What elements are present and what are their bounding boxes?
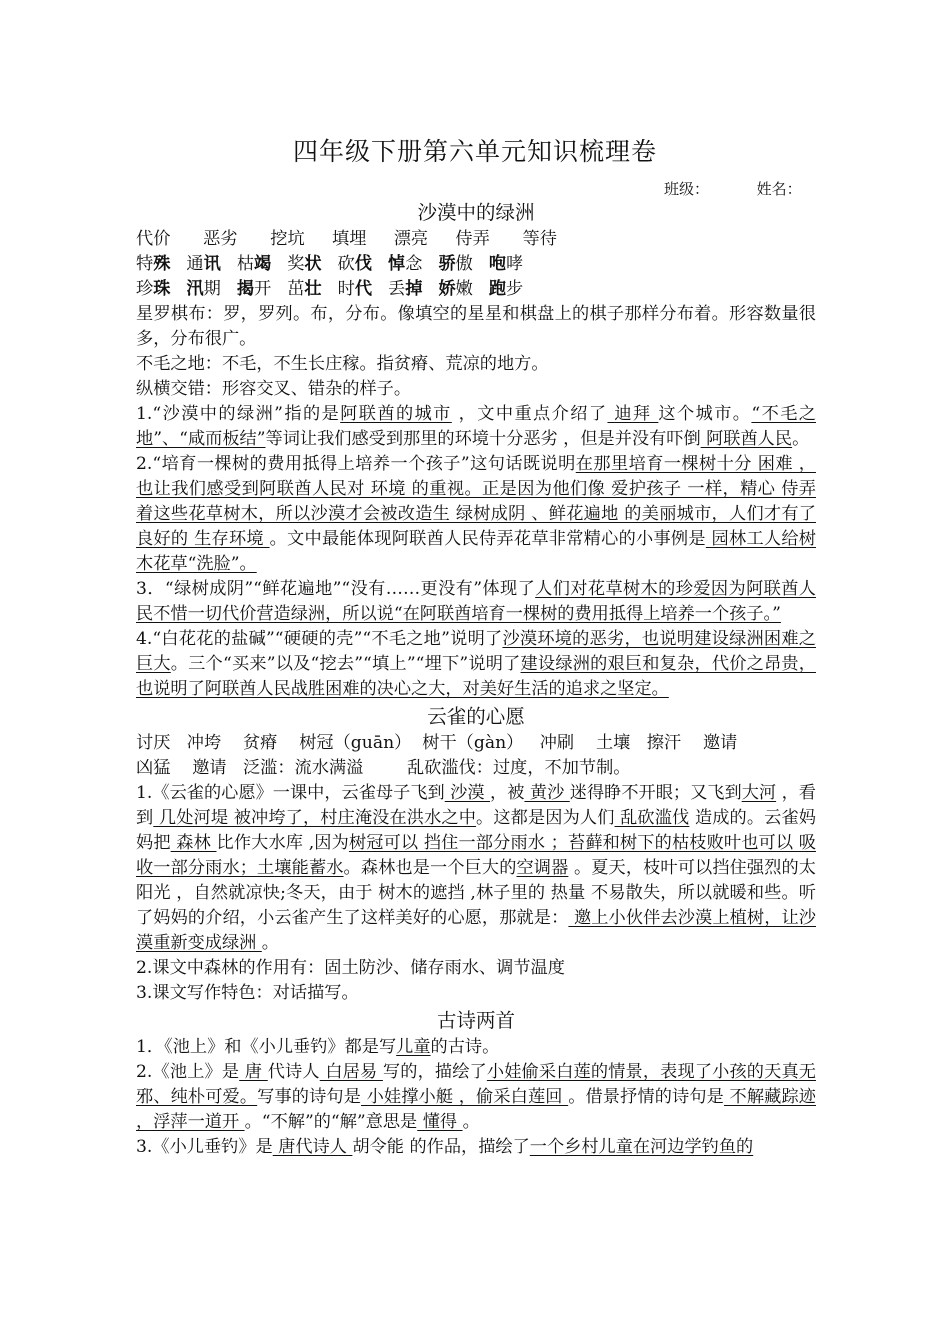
char-pair-bold: 状 <box>304 254 322 274</box>
q4-answer-a: 沙漠环境的恶劣，也说明建设绿洲困难之巨大 <box>136 629 816 674</box>
worksheet-content <box>136 198 816 1160</box>
char-pair-plain: 时 <box>337 279 355 299</box>
char-pair-bold: 跑 <box>488 279 507 299</box>
poem-q1-text: 的古诗。 <box>430 1037 500 1057</box>
char-pair-plain: 步 <box>506 279 524 299</box>
poem-q2-answer: 懂得 <box>417 1112 463 1132</box>
poem-q2-text: 。借景抒情的诗句是 <box>568 1087 724 1107</box>
poem-q2-text: 2.《池上》是 <box>136 1062 240 1082</box>
char-pair-plain: 珍 <box>136 279 154 299</box>
char-pair-word <box>489 254 523 274</box>
section-title-lark-wish: 云雀的心愿 <box>427 705 525 728</box>
char-pair-bold: 掉 <box>405 279 423 299</box>
poem-question-3 <box>136 1135 816 1160</box>
char-pair-bold: 伐 <box>354 254 373 274</box>
question-4 <box>136 627 816 702</box>
lark-q1-text: ，被 <box>490 783 525 803</box>
lark-q1-answer: 几处河堤 被冲垮了，村庄淹没在洪水之中 <box>153 808 477 828</box>
lark-q1-text: 。夏天，枝叶可以挡住强烈的太阳光 ，自然就凉快;冬天，由于 树木的遮挡 ,林子里的 热量 不易散失，所以就暖和些。听了妈妈的介绍，小云雀产生了这样美好的心愿，那就是： <box>136 858 816 928</box>
char-pair-word <box>136 254 170 274</box>
char-pair-word <box>136 279 170 299</box>
poem-question-1 <box>136 1035 816 1060</box>
poem-question-2 <box>136 1060 816 1135</box>
q2-text: 。文中最能体现阿联酋人民侍弄花草非常精心的小事例是 <box>269 529 706 549</box>
q1-text: ，文中重点介绍了 <box>451 404 608 424</box>
vocab-line-1: 代价 恶劣 挖坑 填埋 漂亮 侍弄 等待 <box>136 229 557 249</box>
char-pair-plain: 开 <box>254 279 272 299</box>
char-pair-plain: 丢 <box>388 279 406 299</box>
char-pair-word <box>186 254 220 274</box>
question-2 <box>136 452 816 577</box>
char-pair-plain: 傲 <box>455 254 473 274</box>
q4-text: 。三个“买来”以及“挖去”“填上”“埋下”说明了 <box>170 654 521 674</box>
char-pair-bold: 娇 <box>438 279 456 299</box>
q2-text: 2.“培育一棵树的费用抵得上培养一个孩子”这句话既说明 <box>136 454 576 474</box>
poem-q1-answer: 儿童 <box>396 1037 431 1057</box>
vocab-line-lark-1: 讨厌 冲垮 贫瘠 树冠（guān） 树干（gàn） 冲刷 土壤 擦汗 邀请 <box>136 733 738 753</box>
char-pair-word <box>388 279 422 299</box>
char-pair-plain: 嫩 <box>455 279 473 299</box>
q1-answer-a: 阿联酋的城市 <box>340 404 452 424</box>
lark-question-3: 3.课文写作特色：对话描写。 <box>136 983 359 1003</box>
char-pair-word <box>237 254 271 274</box>
q3-answer: 人们对花草树木的珍爱因为阿联酋人民不惜一切代价营造绿洲，所以说“在阿联酋培育一棵树的费用抵得上培养一个孩子。” <box>136 579 816 624</box>
char-pairs-line-3 <box>136 277 816 302</box>
poem-q3-text: 胡令能 <box>352 1137 404 1157</box>
lark-q1-answer: 树冠可以 挡住一部分雨水 ；苔藓和树下的枯枝败叶也可以 吸收一部分雨水；土壤能蓄水 <box>136 833 816 878</box>
char-pair-word <box>186 279 220 299</box>
lark-q1-text: 迷得睁不开眼；又飞到 <box>569 783 742 803</box>
char-pair-plain: 通 <box>186 254 204 274</box>
document-title: 四年级下册第六单元知识梳理卷 <box>292 137 657 166</box>
q1-answer-d: 阿联酋人民 <box>700 429 793 449</box>
q1-answer-c: “不毛之地”、“咸而板结” <box>136 404 816 449</box>
char-pair-bold: 珠 <box>153 279 171 299</box>
char-pair-plain: 茁 <box>287 279 305 299</box>
char-pair-word <box>287 279 321 299</box>
char-pair-plain: 念 <box>405 254 423 274</box>
question-1 <box>136 402 816 452</box>
char-pair-bold: 揭 <box>236 279 255 299</box>
poem-q2-answer: 白居易 <box>319 1062 383 1082</box>
definition-zonghengjiaocuo: 纵横交错：形容交叉、错杂的样子。 <box>136 379 412 399</box>
char-pair-word <box>489 279 523 299</box>
poem-q2-answer: 唐 <box>239 1062 268 1082</box>
section-title-desert-oasis: 沙漠中的绿洲 <box>417 201 535 224</box>
poem-q2-answer: 小娃偷采白莲的情景，表现了小孩的天真无邪、纯朴可爱。 <box>136 1062 816 1107</box>
section-title-two-poems: 古诗两首 <box>436 1009 515 1032</box>
lark-q1-answer: 邀上小伙伴去沙漠上植树，让沙漠重新变成绿洲 <box>136 908 816 953</box>
poem-q2-text: 写事的诗句是 <box>257 1087 362 1107</box>
question-3 <box>136 577 816 627</box>
char-pair-word <box>237 279 271 299</box>
q2-answer-a: 在那里培育一棵树十分 困难 ，也让我们感受到阿联酋人民对 环境 的重视。正是因为他们像 爱护孩子 一样，精心 侍弄 着这些花草树木，所以沙漠才会被改造生 绿树成阴 、鲜花遍地 的美丽城市，人们才有了良好的 生存环境 <box>136 454 816 549</box>
char-pair-word <box>287 254 321 274</box>
q1-answer-b: 迪拜 <box>607 404 659 424</box>
poem-q3-answer: 唐代诗人 <box>272 1137 353 1157</box>
q2-answer-b: 园林工人给树木花草“洗脸”。 <box>136 529 816 574</box>
class-name-line: 班级： 姓名： <box>664 180 802 198</box>
lark-q1-text: ，看到 <box>136 783 816 828</box>
char-pair-word <box>438 279 472 299</box>
definition-bumaozhidi: 不毛之地：不毛，不生长庄稼。指贫瘠、荒凉的地方。 <box>136 354 549 374</box>
lark-q1-answer: 乱砍滥伐 <box>614 808 690 828</box>
char-pair-word <box>438 254 472 274</box>
poem-q2-text: 写的，描绘了 <box>382 1062 487 1082</box>
char-pair-bold: 悼 <box>388 254 406 274</box>
char-pair-bold: 代 <box>354 279 373 299</box>
char-pairs-line-2 <box>136 252 816 277</box>
poem-q2-text: 代诗人 <box>267 1062 320 1082</box>
char-pair-plain: 哮 <box>506 254 524 274</box>
lark-q1-answer: 黄沙 <box>524 783 570 803</box>
poem-q1-text: 1．《池上》和《小儿垂钓》都是写 <box>136 1037 397 1057</box>
q1-text: 等词让我们感受到那里的环境十分恶劣 ，但是并没有吓倒 <box>265 429 701 449</box>
char-pair-plain: 奖 <box>287 254 305 274</box>
char-pair-plain: 特 <box>136 254 154 274</box>
q1-text: 这个城市。 <box>658 404 752 424</box>
char-pair-bold: 殊 <box>153 254 171 274</box>
lark-q1-answer: 大河 <box>741 783 777 803</box>
lark-q1-text: 。森林也是一个巨大的 <box>343 858 517 878</box>
poem-q3-text: 3.《小儿垂钓》是 <box>136 1137 273 1157</box>
char-pair-bold: 骄 <box>438 254 456 274</box>
lark-q1-answer: 森林 <box>170 833 217 853</box>
q1-text: 1.“沙漠中的绿洲”指的是 <box>136 404 341 424</box>
poem-q2-answer: 不解藏踪迹 ，浮萍一道开 <box>136 1087 816 1132</box>
lark-question-2: 2.课文中森林的作用有：固土防沙、储存雨水、调节温度 <box>136 958 565 978</box>
poem-q2-text: 。“不解”的“解”意思是 <box>244 1112 418 1132</box>
lark-q1-answer: 沙漠 <box>444 783 491 803</box>
poem-q2-answer: 小娃撑小艇 ，偷采白莲回 <box>361 1087 569 1107</box>
lark-q1-text: 。 <box>261 933 279 953</box>
char-pair-word <box>338 254 372 274</box>
lark-q1-text: 造成的。云雀妈妈把 <box>136 808 816 853</box>
lark-question-1 <box>136 781 816 956</box>
char-pair-word <box>338 279 372 299</box>
char-pair-plain: 枯 <box>236 254 255 274</box>
char-pair-bold: 咆 <box>488 254 507 274</box>
char-pair-plain: 砍 <box>337 254 355 274</box>
poem-q3-answer: 一个乡村儿童在河边学钓鱼的 <box>529 1137 754 1157</box>
q4-text: 4.“白花花的盐碱”“硬硬的壳”“不毛之地”说明了 <box>136 629 503 649</box>
q1-text: 。 <box>792 429 810 449</box>
lark-q1-answer: 空调器 <box>516 858 569 878</box>
char-pair-word <box>388 254 422 274</box>
q4-answer-b: 建设绿洲的艰巨和复杂，代价之昂贵，也说明了阿联酋人民战胜困难的决心之大，对美好生活的追求之坚定。 <box>136 654 816 699</box>
lark-q1-text: 比作大水库 ,因为 <box>216 833 349 853</box>
poem-q3-text: 的作品，描绘了 <box>403 1137 530 1157</box>
char-pair-bold: 汛 <box>186 279 204 299</box>
char-pair-bold: 壮 <box>304 279 322 299</box>
char-pair-bold: 讯 <box>203 254 221 274</box>
lark-q1-text: 。这都是因为人们 <box>476 808 615 828</box>
poem-q2-text: 。 <box>462 1112 480 1132</box>
lark-q1-text: 1.《云雀的心愿》一课中，云雀母子飞到 <box>136 783 445 803</box>
char-pair-bold: 竭 <box>254 254 272 274</box>
char-pair-plain: 期 <box>203 279 221 299</box>
vocab-line-lark-2: 凶猛 邀请 泛滥：流水满溢 乱砍滥伐：过度，不加节制。 <box>136 758 631 778</box>
definition-xingluoqibu: 星罗棋布：罗，罗列。布，分布。像填空的星星和棋盘上的棋子那样分布着。形容数量很多，分布很广。 <box>136 304 816 349</box>
q3-text: 3．“绿树成阴”“鲜花遍地”“没有……更没有”体现了 <box>136 579 536 599</box>
